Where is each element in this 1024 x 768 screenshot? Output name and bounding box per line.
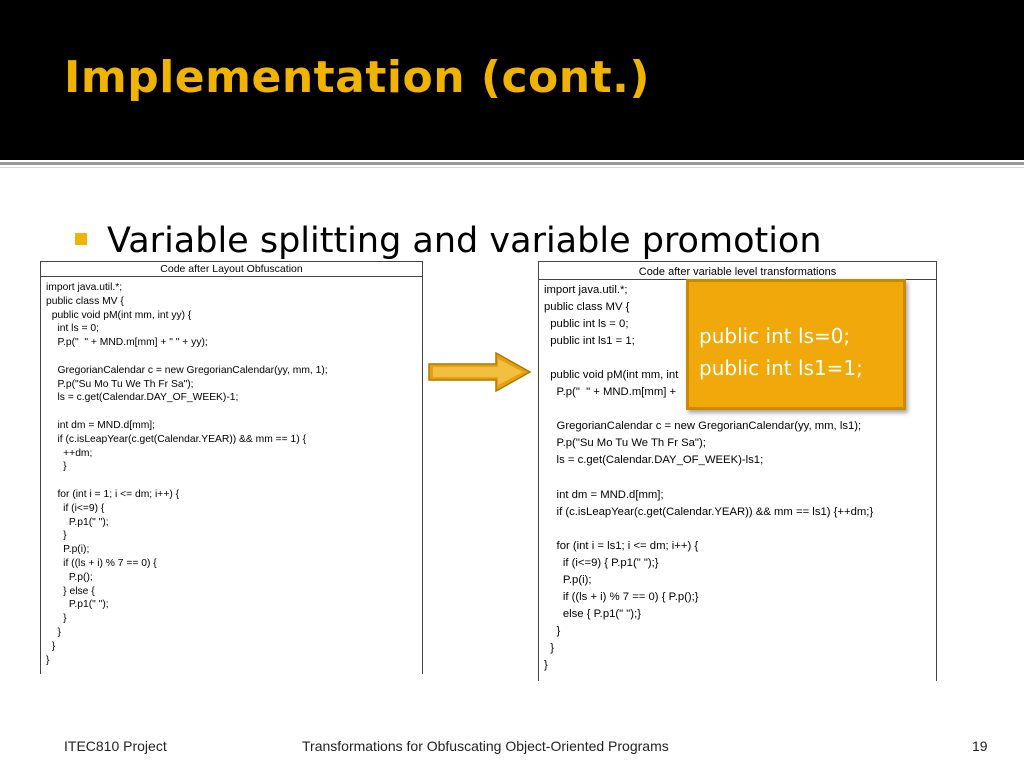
callout-line-2: public int ls1=1;: [699, 356, 863, 380]
callout-box: [686, 279, 906, 410]
square-bullet-icon: [75, 233, 87, 245]
right-code-listing: import java.util.*; public class MV { public int ls = 0; public int ls1 = 1; public void pM(int mm, int P.p(" " + MND.m[mm] + GregorianCalendar c = new GregorianCalendar(yy, mm, ls1); P.p("Su Mo Tu We Th Fr Sa"); ls = c.get(Calendar.DAY_OF_WEEK)-ls1; int dm = MND.d[mm]; if (c.isLeapYear(c.get(Calendar.YEAR)) && mm == ls1) {++dm;} for (int i = ls1; i <= dm; i++) { if (i<=9) { P.p1(" ");} P.p(i); if ((ls + i) % 7 == 0) { P.p();} else { P.p1(" ");} } } }: [544, 284, 874, 672]
left-code-listing: import java.util.*; public class MV { public void pM(int mm, int yy) { int ls = 0; P.p(" " + MND.m[mm] + " " + yy); GregorianCalendar c = new GregorianCalendar(yy, mm, 1); P.p("Su Mo Tu We Th Fr Sa"); ls = c.get(Calendar.DAY_OF_WEEK)-1; int dm = MND.d[mm]; if (c.isLeapYear(c.get(Calendar.YEAR)) && mm == 1) { ++dm; } for (int i = 1; i <= dm; i++) { if (i<=9) { P.p1(" "); } P.p(i); if ((ls + i) % 7 == 0) { P.p(); } else { P.p1(" "); } } } }: [46, 282, 328, 666]
title-bar: [0, 0, 1024, 160]
title-divider-thin: [0, 167, 1024, 168]
footer-title: Transformations for Obfuscating Object-Oriented Programs: [302, 738, 669, 754]
page-number: 19: [972, 738, 988, 754]
left-code-panel: [40, 261, 423, 674]
footer-project: ITEC810 Project: [64, 738, 167, 754]
title-divider: [0, 162, 1024, 165]
right-panel-header: Code after variable level transformations: [539, 262, 936, 280]
slide-title: Implementation (cont.): [64, 52, 650, 103]
bullet-text: Variable splitting and variable promotion: [107, 221, 822, 261]
callout-line-1: public int ls=0;: [699, 324, 851, 348]
left-panel-header: Code after Layout Obfuscation: [41, 262, 422, 277]
right-arrow-icon: [428, 352, 532, 392]
